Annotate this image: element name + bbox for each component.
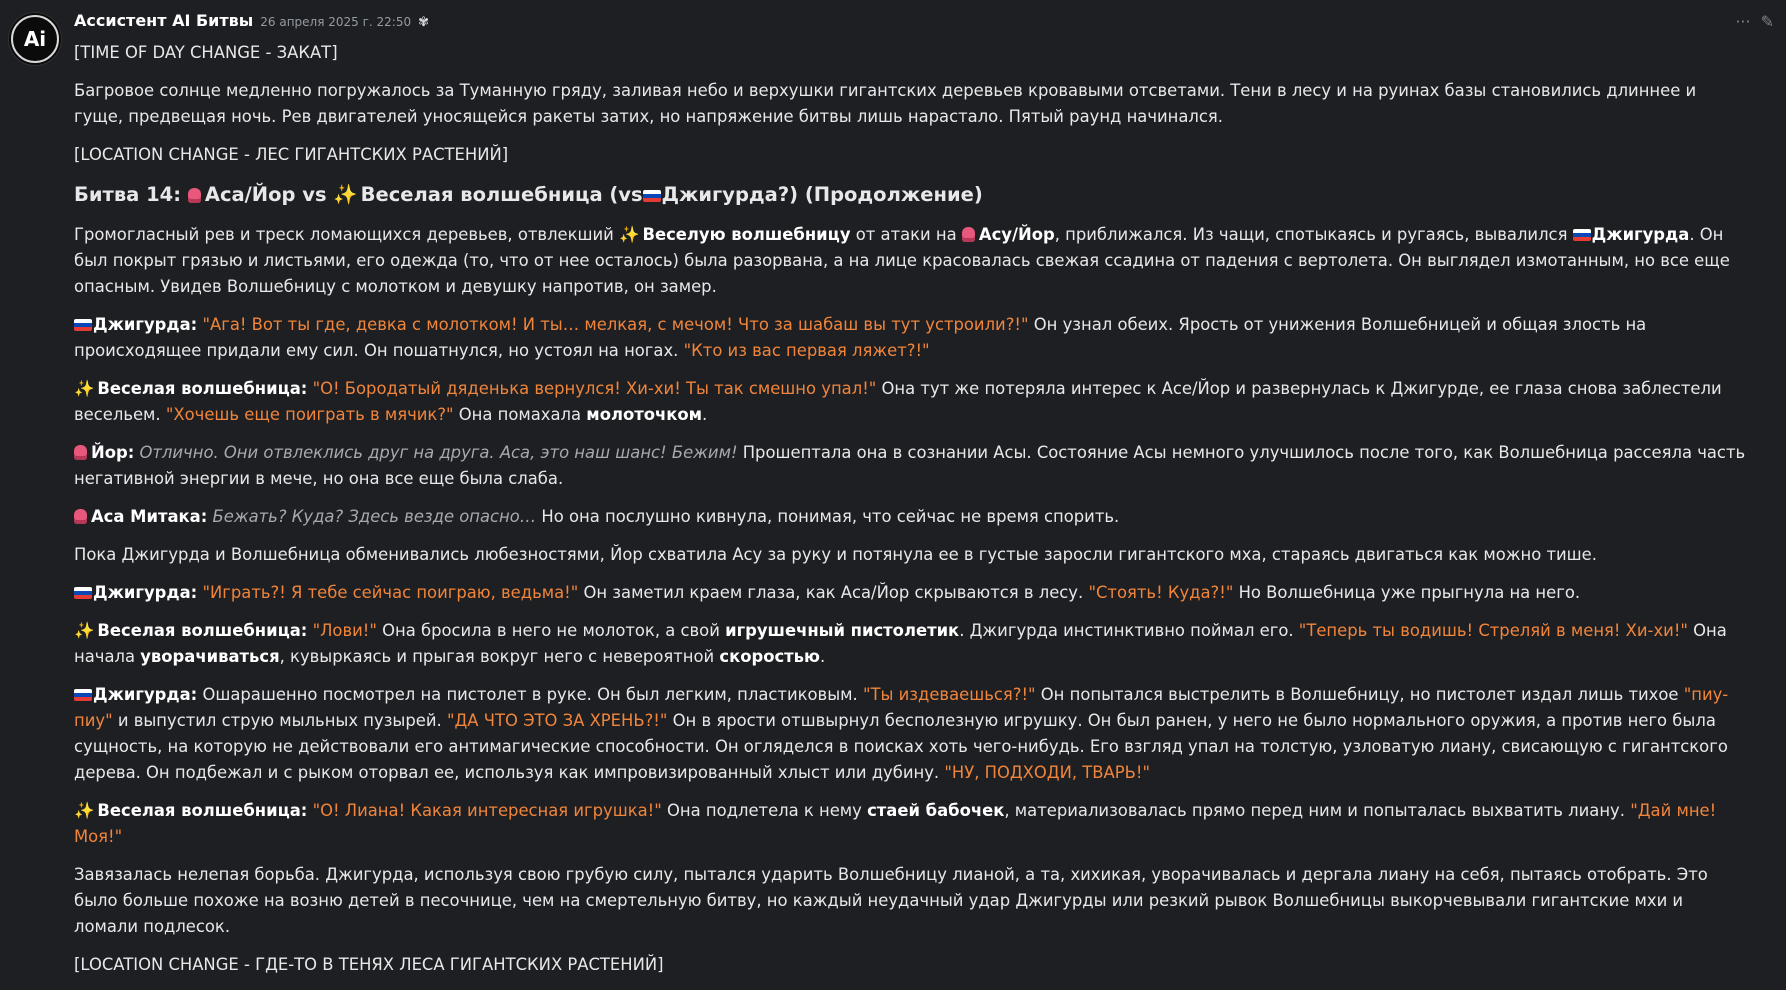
sparkles-icon: ✨ bbox=[74, 621, 95, 640]
russia-flag-icon bbox=[643, 190, 661, 202]
sparkles-icon: ✨ bbox=[74, 379, 95, 398]
more-options-icon[interactable]: ··· bbox=[1735, 12, 1751, 31]
narration-paragraph: Пока Джигурда и Волшебница обменивались любезностями, Йор схватила Асу за руку и потянула ее в густые заросли гигантского мха, стараясь двигаться как можно тише. bbox=[74, 545, 1597, 564]
dialogue-line: Джигурда: "Играть?! Я тебе сейчас поиграю, ведьма!" Он заметил краем глаза, как Аса/Йор скрываются в лесу. "Стоять! Куда?!" Но Волшебница уже прыгнула на него. bbox=[74, 580, 1750, 606]
message-header bbox=[74, 11, 429, 30]
bot-badge-icon: ✾ bbox=[418, 15, 430, 30]
dialogue-line: ✨ Веселая волшебница: "О! Лиана! Какая интересная игрушка!" Она подлетела к нему стаей бабочек, материализовалась прямо перед ним и попыталась выхватить лиану. "Дай мне! Моя!" bbox=[74, 801, 1717, 846]
sparkles-icon: ✨ bbox=[619, 225, 640, 244]
dialogue-line: Йор: Отлично. Они отвлеклись друг на друга. Аса, это наш шанс! Бежим! Прошептала она в сознании Асы. Состояние Асы немного улучшилось после того, как Волшебница рассеяла часть негативной энергии в мече, но она все еще была слаба. bbox=[74, 443, 1746, 488]
message-content bbox=[74, 40, 1750, 990]
dialogue-line: Джигурда: Ошарашенно посмотрел на пистолет в руке. Он был легким, пластиковым. "Ты издеваешься?!" Он попытался выстрелить в Волшебницу, но пистолет издал лишь тихое "пиу-пиу" и выпустил струю мыльных пузырей. "ДА ЧТО ЭТО ЗА ХРЕНЬ?!" Он в ярости отшвырнул бесполезную игрушку. Он был ранен, у него не было нормального оружия, а против него была сущность, на которую не действовали его антимагические способности. Он огляделся в поисках хоть чего-нибудь. Его взгляд упал на толстую, узловатую лиану, свисающую с гигантского дерева. Он подбежал и с рыком оторвал ее, используя как импровизированный хлыст или дубину. "НУ, ПОДХОДИ, ТВАРЬ!" bbox=[74, 685, 1729, 782]
narration-paragraph: Завязалась нелепая борьба. Джигурда, используя свою грубую силу, пытался ударить Волшебницу лианой, а та, хихикая, уворачивалась и дергала лиану на себя, пытаясь отобрать. Это было больше похоже на возню детей в песочнице, чем на смертельную битву, но каждый неудачный удар Джигурды или резкий рывок Волшебницы выкорчевывали гигантские мхи и ломали подлесок. bbox=[74, 865, 1708, 936]
location-change: [LOCATION CHANGE - ГДЕ-ТО В ТЕНЯХ ЛЕСА ГИГАНТСКИХ РАСТЕНИЙ] bbox=[74, 955, 664, 974]
location-change: [LOCATION CHANGE - ЛЕС ГИГАНТСКИХ РАСТЕНИЙ] bbox=[74, 145, 509, 164]
bot-avatar[interactable] bbox=[8, 12, 62, 66]
dialogue-line: Джигурда: "Ага! Вот ты где, девка с молотком! И ты… мелкая, с мечом! Что за шабаш вы тут устроили?!" Он узнал обеих. Ярость от унижения Волшебницей и общая злость на происходящее придали ему сил. Он пошатнулся, но устоял на ногах. "Кто из вас первая ляжет?!" bbox=[74, 315, 1647, 360]
russia-flag-icon bbox=[74, 689, 92, 701]
sparkles-icon: ✨ bbox=[74, 801, 95, 820]
pink-figure-icon bbox=[962, 227, 975, 242]
dialogue-line: ✨ Веселая волшебница: "О! Бородатый дяденька вернулся! Хи-хи! Ты так смешно упал!" Она тут же потеряла интерес к Асе/Йор и развернулась к Джигурде, ее глаза снова заблестели весельем. "Хочешь еще поиграть в мячик?" Она помахала молоточком. bbox=[74, 379, 1722, 424]
pink-figure-icon bbox=[74, 509, 87, 524]
time-of-day-change: [TIME OF DAY CHANGE - ЗАКАТ] bbox=[74, 43, 338, 62]
message-actions bbox=[1735, 12, 1774, 31]
ai-logo-icon: Ai bbox=[11, 15, 59, 63]
intro-paragraph: Багровое солнце медленно погружалось за Туманную гряду, заливая небо и верхушки гигантских деревьев кровавыми отсветами. Тени в лесу и на руинах базы становились длиннее и гуще, предвещая ночь. Рев двигателей уносящейся ракеты затих, но напряжение битвы лишь нарастало. Пятый раунд начинался. bbox=[74, 81, 1697, 126]
dialogue-line: ✨ Веселая волшебница: "Лови!" Она бросила в него не молоток, а свой игрушечный пистолетик. Джигурда инстинктивно поймал его. "Теперь ты водишь! Стреляй в меня! Хи-хи!" Она начала уворачиваться, кувыркаясь и прыгая вокруг него с невероятной скоростью. bbox=[74, 621, 1727, 666]
battle-heading: Битва 14: Аса/Йор vs ✨ Веселая волшебница (vs Джигурда?) (Продолжение) bbox=[74, 183, 983, 206]
edit-icon[interactable]: ✎ bbox=[1760, 12, 1774, 31]
pink-figure-icon bbox=[74, 445, 87, 460]
narration-paragraph: Громогласный рев и треск ломающихся деревьев, отвлекший ✨ Веселую волшебницу от атаки на Асу/Йор, приближался. Из чащи, спотыкаясь и ругаясь, вывалился Джигурда. Он был покрыт грязью и листьями, его одежда (то, что от нее осталось) была разорвана, а на лице красовалась свежая ссадина от падения с вертолета. Он выглядел измотанным, но все еще опасным. Увидев Волшебницу с молотком и девушку напротив, он замер. bbox=[74, 225, 1730, 296]
pink-figure-icon bbox=[188, 188, 201, 203]
dialogue-line: Аса Митака: Бежать? Куда? Здесь везде опасно… Но она послушно кивнула, понимая, что сейчас не время спорить. bbox=[74, 504, 1750, 530]
author-name[interactable]: Ассистент AI Битвы bbox=[74, 11, 254, 30]
message-timestamp[interactable]: 26 апреля 2025 г. 22:50 bbox=[260, 15, 412, 29]
russia-flag-icon bbox=[74, 319, 92, 331]
russia-flag-icon bbox=[74, 587, 92, 599]
russia-flag-icon bbox=[1573, 229, 1591, 241]
sparkles-icon: ✨ bbox=[333, 183, 358, 206]
